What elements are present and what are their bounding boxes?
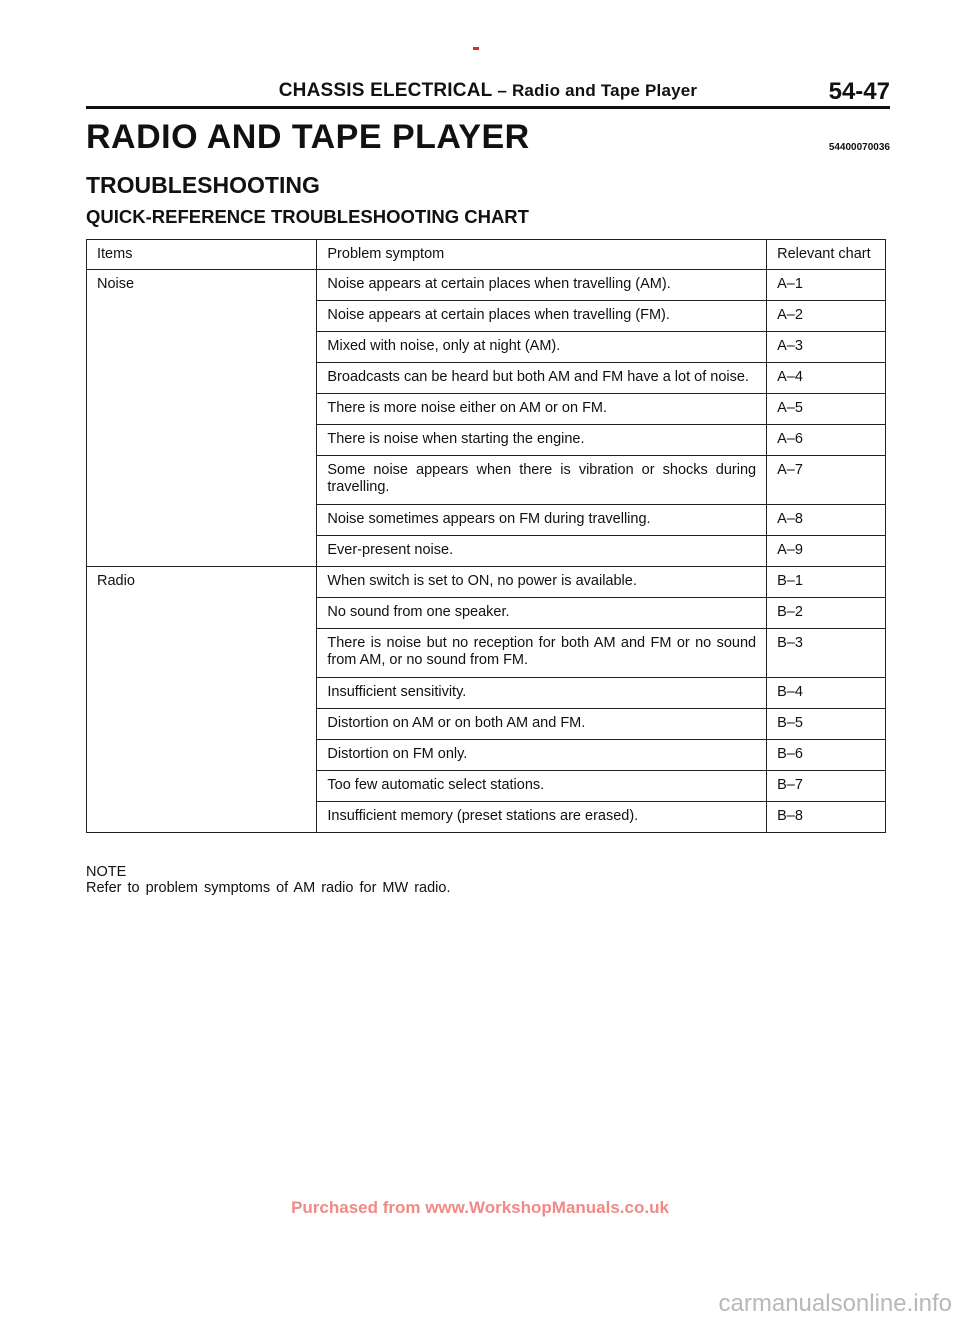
header-separator: – — [492, 81, 512, 100]
problem-symptom: Insufficient sensitivity. — [317, 678, 767, 709]
relevant-chart: A–6 — [767, 425, 886, 456]
note-text: Refer to problem symptoms of AM radio for MW radio. — [86, 880, 451, 896]
relevant-chart: A–4 — [767, 363, 886, 394]
header-title — [86, 80, 890, 102]
item-category: Noise — [87, 270, 317, 567]
relevant-chart: B–5 — [767, 709, 886, 740]
problem-symptom: Noise sometimes appears on FM during travelling. — [317, 505, 767, 536]
relevant-chart: B–6 — [767, 740, 886, 771]
item-category: Radio — [87, 567, 317, 833]
problem-symptom: Ever-present noise. — [317, 536, 767, 567]
table-row — [87, 270, 886, 301]
footer-site-text: carmanualsonline.info — [718, 1290, 952, 1317]
relevant-chart: B–7 — [767, 771, 886, 802]
relevant-chart: A–1 — [767, 270, 886, 301]
relevant-chart: A–2 — [767, 301, 886, 332]
relevant-chart: B–2 — [767, 598, 886, 629]
document-code: 54400070036 — [828, 142, 890, 153]
problem-symptom: Distortion on AM or on both AM and FM. — [317, 709, 767, 740]
page-header — [86, 78, 890, 109]
section-heading: TROUBLESHOOTING — [86, 172, 320, 198]
relevant-chart: B–1 — [767, 567, 886, 598]
relevant-chart: A–3 — [767, 332, 886, 363]
problem-symptom: Noise appears at certain places when travelling (FM). — [317, 301, 767, 332]
table-header-row — [87, 240, 886, 270]
relevant-chart: A–8 — [767, 505, 886, 536]
column-header-chart: Relevant chart — [767, 240, 886, 270]
watermark-text: Purchased from www.WorkshopManuals.co.uk — [291, 1198, 669, 1217]
problem-symptom: No sound from one speaker. — [317, 598, 767, 629]
table-row — [87, 567, 886, 598]
page-title: RADIO AND TAPE PLAYER — [86, 118, 530, 156]
relevant-chart: B–8 — [767, 802, 886, 833]
header-subsection: Radio and Tape Player — [511, 81, 698, 100]
relevant-chart: A–5 — [767, 394, 886, 425]
column-header-symptom: Problem symptom — [317, 240, 767, 270]
column-header-items: Items — [87, 240, 317, 270]
problem-symptom: Broadcasts can be heard but both AM and FM have a lot of noise. — [317, 363, 767, 394]
relevant-chart: A–7 — [767, 456, 886, 505]
chart-heading: QUICK-REFERENCE TROUBLESHOOTING CHART — [86, 206, 529, 227]
problem-symptom: There is noise but no reception for both AM and FM or no sound from AM, or no sound from FM. — [317, 629, 767, 678]
relevant-chart: B–3 — [767, 629, 886, 678]
problem-symptom: There is more noise either on AM or on FM. — [317, 394, 767, 425]
problem-symptom: Too few automatic select stations. — [317, 771, 767, 802]
relevant-chart: A–9 — [767, 536, 886, 567]
problem-symptom: There is noise when starting the engine. — [317, 425, 767, 456]
page-number: 54-47 — [828, 78, 890, 105]
problem-symptom: Mixed with noise, only at night (AM). — [317, 332, 767, 363]
troubleshooting-table — [86, 239, 886, 833]
top-registration-mark — [473, 47, 479, 50]
header-section: CHASSIS ELECTRICAL — [278, 80, 493, 101]
note-label: NOTE — [86, 864, 127, 880]
problem-symptom: Distortion on FM only. — [317, 740, 767, 771]
problem-symptom: When switch is set to ON, no power is available. — [317, 567, 767, 598]
problem-symptom: Some noise appears when there is vibration or shocks during travelling. — [317, 456, 767, 505]
problem-symptom: Noise appears at certain places when travelling (AM). — [317, 270, 767, 301]
relevant-chart: B–4 — [767, 678, 886, 709]
problem-symptom: Insufficient memory (preset stations are erased). — [317, 802, 767, 833]
